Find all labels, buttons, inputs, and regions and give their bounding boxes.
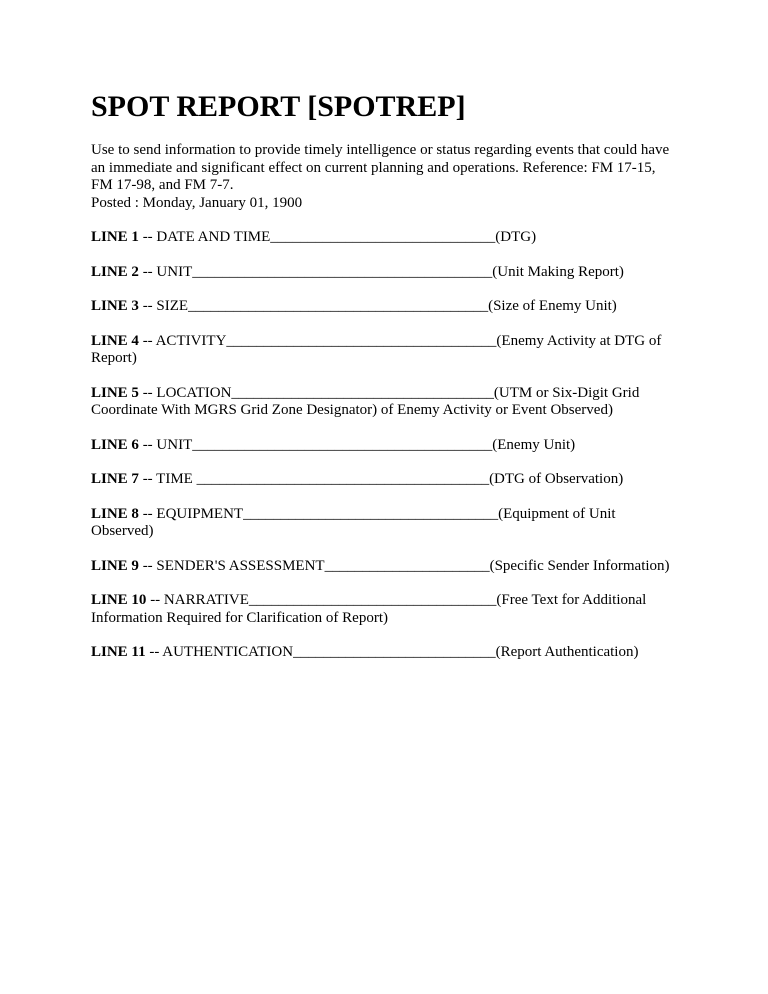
line-text: -- LOCATION___________________________________(UTM or Six-Digit Grid Coordinate With MGRS Grid Zone Designator) of Enemy Activity or Event Observed) [91, 384, 640, 418]
line-number: LINE 3 [91, 298, 139, 314]
report-line-10 [91, 592, 681, 627]
report-line-11 [91, 644, 681, 662]
report-line-4 [91, 333, 681, 368]
report-line-7 [91, 471, 681, 489]
line-number: LINE 4 [91, 332, 139, 349]
line-number: LINE 2 [91, 263, 139, 280]
line-text: -- ACTIVITY____________________________________(Enemy Activity at DTG of Report) [91, 332, 662, 366]
report-line-1 [91, 229, 681, 247]
line-text: -- AUTHENTICATION___________________________(Report Authentication) [145, 644, 639, 660]
document-page [91, 88, 681, 679]
intro-paragraph [91, 142, 681, 212]
report-line-8 [91, 506, 681, 541]
line-number: LINE 1 [91, 229, 139, 245]
intro-line: FM 17-98, and FM 7-7. [91, 177, 234, 193]
line-number: LINE 7 [91, 471, 139, 487]
line-text: -- UNIT________________________________________(Unit Making Report) [138, 263, 624, 280]
report-line-3 [91, 298, 681, 316]
line-text: -- UNIT________________________________________(Enemy Unit) [138, 436, 576, 453]
report-line-5 [91, 385, 681, 420]
line-number: LINE 9 [91, 557, 139, 574]
report-line-6 [91, 437, 681, 455]
intro-line: Use to send information to provide timely intelligence or status regarding events that could have [91, 142, 670, 158]
line-text: -- TIME _______________________________________(DTG of Observation) [138, 471, 624, 487]
line-text: -- SIZE________________________________________(Size of Enemy Unit) [138, 298, 617, 314]
report-line-9 [91, 558, 681, 576]
line-number: LINE 11 [91, 644, 146, 660]
line-text: -- SENDER'S ASSESSMENT______________________(Specific Sender Information) [138, 557, 670, 574]
document-title: SPOT REPORT [SPOTREP] [91, 90, 466, 123]
line-text: -- EQUIPMENT__________________________________(Equipment of Unit Observed) [91, 505, 616, 539]
line-number: LINE 10 [91, 592, 147, 608]
line-number: LINE 8 [91, 505, 139, 522]
line-text: -- DATE AND TIME______________________________(DTG) [138, 229, 537, 245]
line-number: LINE 5 [91, 384, 139, 401]
intro-line: an immediate and significant effect on current planning and operations. Reference: FM 17-15, [91, 159, 656, 176]
line-number: LINE 6 [91, 436, 139, 453]
posted-date: Posted : Monday, January 01, 1900 [91, 194, 303, 211]
line-text: -- NARRATIVE_________________________________(Free Text for Additional Information Required for Clarification of Report) [91, 592, 647, 626]
report-line-2 [91, 264, 681, 282]
